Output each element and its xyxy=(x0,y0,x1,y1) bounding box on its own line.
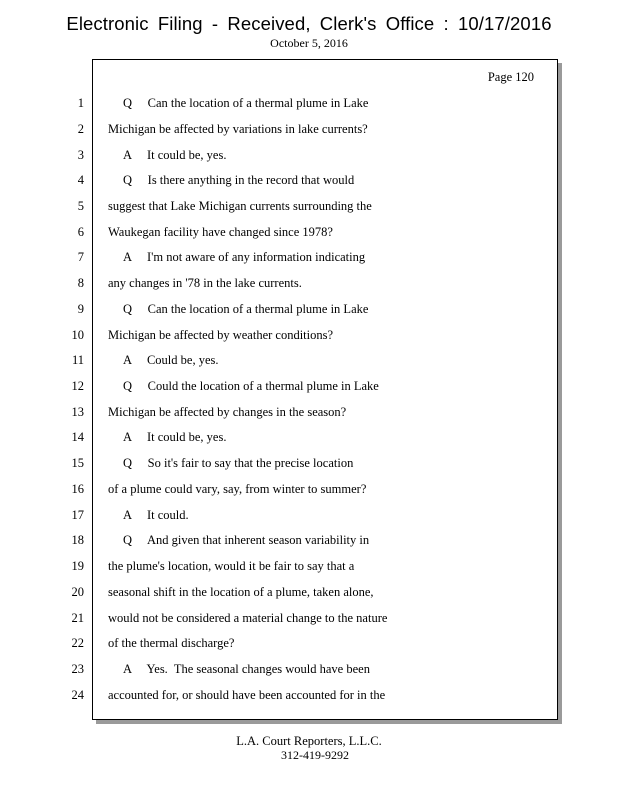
line-number: 2 xyxy=(77,122,84,136)
line-number: 22 xyxy=(71,636,84,650)
line-number: 24 xyxy=(71,688,84,702)
line-number: 7 xyxy=(77,250,84,264)
line-text: A Yes. The seasonal changes would have been xyxy=(123,662,370,676)
line-text: Q So it's fair to say that the precise location xyxy=(123,456,354,470)
filing-stamp: Electronic Filing - Received, Clerk's Office : 10/17/2016 xyxy=(66,13,552,34)
line-text: A Could be, yes. xyxy=(123,353,219,367)
line-text: Michigan be affected by weather conditions? xyxy=(108,328,334,342)
line-text: any changes in '78 in the lake currents. xyxy=(108,276,302,290)
line-number: 4 xyxy=(77,173,84,187)
line-text: A I'm not aware of any information indicating xyxy=(123,250,366,264)
line-text: Michigan be affected by variations in lake currents? xyxy=(108,122,368,136)
line-text: would not be considered a material change to the nature xyxy=(108,611,388,625)
line-text: Q Can the location of a thermal plume in Lake xyxy=(123,96,369,110)
line-number: 13 xyxy=(71,405,84,419)
line-number: 20 xyxy=(71,585,84,599)
line-text: A It could be, yes. xyxy=(123,148,227,162)
line-text: of the thermal discharge? xyxy=(108,636,235,650)
line-number: 10 xyxy=(71,328,84,342)
line-number: 14 xyxy=(71,430,84,444)
line-text: suggest that Lake Michigan currents surrounding the xyxy=(108,199,372,213)
line-text: Michigan be affected by changes in the season? xyxy=(108,405,347,419)
deposition-date: October 5, 2016 xyxy=(270,36,348,50)
line-number: 12 xyxy=(71,379,84,393)
line-number: 1 xyxy=(77,96,84,110)
line-number: 6 xyxy=(77,225,84,239)
line-number: 23 xyxy=(71,662,84,676)
line-text: accounted for, or should have been accounted for in the xyxy=(108,688,386,702)
line-text: of a plume could vary, say, from winter to summer? xyxy=(108,482,367,496)
line-number: 15 xyxy=(71,456,84,470)
line-text: A It could. xyxy=(123,508,189,522)
line-number: 18 xyxy=(71,533,84,547)
line-text: A It could be, yes. xyxy=(123,430,227,444)
line-number: 16 xyxy=(71,482,84,496)
line-text: seasonal shift in the location of a plume, taken alone, xyxy=(108,585,374,599)
line-number: 8 xyxy=(77,276,84,290)
reporter-phone: 312-419-9292 xyxy=(281,748,349,762)
page-number: Page 120 xyxy=(487,70,534,84)
line-text: Q Is there anything in the record that would xyxy=(123,173,355,187)
line-number: 9 xyxy=(77,302,84,316)
line-text: Q Could the location of a thermal plume in Lake xyxy=(123,379,379,393)
line-number: 17 xyxy=(71,508,84,522)
reporter-company: L.A. Court Reporters, L.L.C. xyxy=(236,734,382,748)
line-number: 11 xyxy=(71,353,84,367)
line-text: Q Can the location of a thermal plume in Lake xyxy=(123,302,369,316)
line-number: 21 xyxy=(71,611,84,625)
line-text: the plume's location, would it be fair to say that a xyxy=(108,559,355,573)
line-number: 19 xyxy=(71,559,84,573)
line-number: 3 xyxy=(77,148,84,162)
line-text: Waukegan facility have changed since 1978? xyxy=(108,225,333,239)
line-number: 5 xyxy=(77,199,84,213)
line-text: Q And given that inherent season variability in xyxy=(123,533,370,547)
